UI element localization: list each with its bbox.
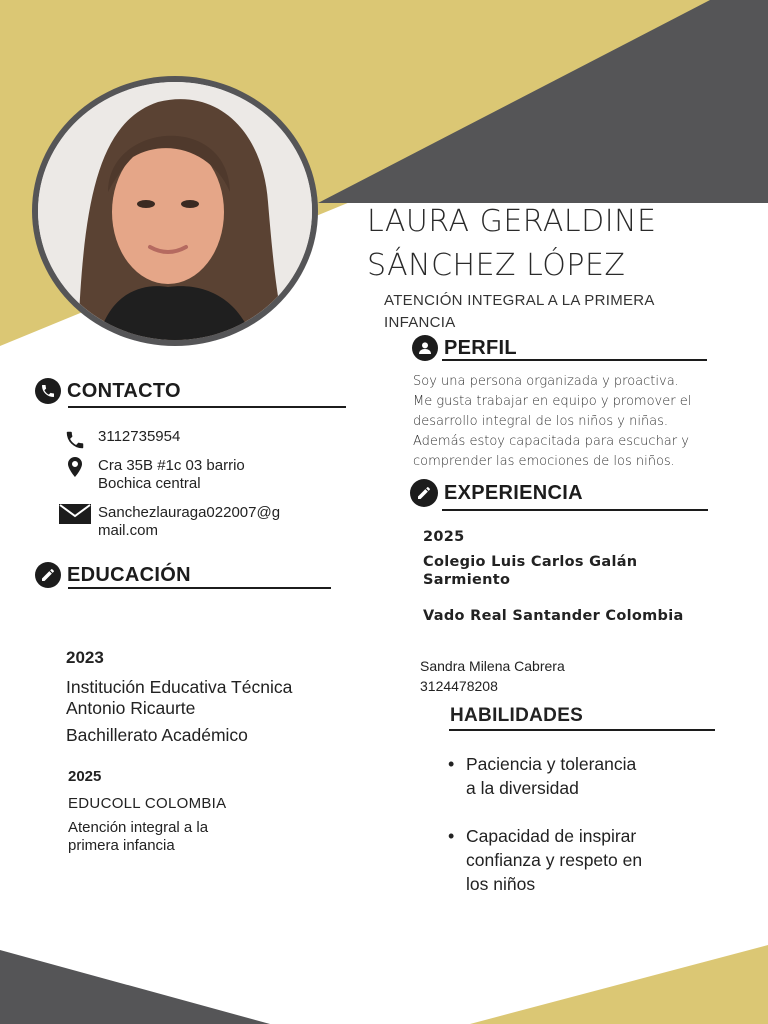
skill-item: [448, 752, 708, 800]
education-school-1-line-2: Antonio Ricaurte: [66, 698, 196, 718]
reference-phone: 3124478208: [420, 678, 498, 694]
phone-number: 3112735954: [98, 428, 181, 445]
skill-item-line: los niños: [466, 874, 536, 894]
address-line-1: Cra 35B #1c 03 barrio: [98, 457, 245, 474]
contact-heading: [35, 378, 181, 404]
email[interactable]: [98, 504, 280, 540]
experience-title: EXPERIENCIA: [444, 481, 583, 504]
pencil-icon: [35, 562, 61, 588]
contact-divider: [68, 406, 346, 408]
education-title: EDUCACIÓN: [67, 563, 191, 586]
email-line-1: Sanchezlauraga022007@g: [98, 504, 281, 521]
education-degree-2: [68, 819, 208, 855]
experience-divider: [442, 509, 708, 511]
profile-divider: [442, 359, 707, 361]
profile-photo: [38, 82, 312, 340]
skill-item-line: • Capacidad de inspirar: [466, 826, 637, 846]
skills-list: [448, 752, 708, 920]
profile-line: desarrollo integral de los niños y niñas.: [413, 414, 669, 429]
skill-item-line: a la diversidad: [466, 778, 579, 798]
profile-line: Me gusta trabajar en equipo y promover el: [413, 394, 692, 409]
pencil-icon: [410, 479, 438, 507]
education-year-1: 2023: [66, 648, 104, 667]
portrait-illustration: [38, 82, 312, 340]
profile-text: [413, 372, 733, 472]
location-pin-icon: [58, 457, 92, 479]
address: [98, 457, 245, 493]
profile-heading: [412, 335, 517, 361]
address-line-2: Bochica central: [98, 475, 201, 492]
reference-name: Sandra Milena Cabrera: [420, 658, 565, 674]
full-name: [367, 200, 757, 288]
education-school-2: EDUCOLL COLOMBIA: [68, 795, 227, 812]
experience-place-line-1: Colegio Luis Carlos Galán: [423, 554, 638, 570]
skills-title: HABILIDADES: [450, 705, 584, 726]
profile-line: Además estoy capacitada para escuchar y: [413, 434, 689, 449]
name-line-2: SÁNCHEZ LÓPEZ: [367, 248, 626, 283]
education-school-1-line-1: Institución Educativa Técnica: [66, 677, 293, 697]
contact-address-row: [58, 457, 245, 493]
contact-email-row: [58, 504, 280, 540]
user-icon: [412, 335, 438, 361]
education-heading: [35, 562, 191, 588]
job-title: ATENCIÓN INTEGRAL A LA PRIMERA INFANCIA: [384, 292, 654, 331]
experience-location: Vado Real Santander Colombia: [423, 608, 684, 624]
profile-line: Soy una persona organizada y proactiva.: [413, 374, 679, 389]
bottom-gray-wedge: [0, 950, 270, 1024]
envelope-icon: [58, 504, 92, 524]
profile-line: comprender las emociones de los niños.: [413, 454, 675, 469]
skills-divider: [449, 729, 715, 731]
skill-item: [448, 824, 708, 896]
profile-title: PERFIL: [444, 336, 517, 359]
education-school-1: [66, 677, 292, 719]
phone-circle-icon: [35, 378, 61, 404]
skill-item-line: confianza y respeto en: [466, 850, 643, 870]
experience-year: 2025: [423, 529, 465, 545]
skill-item-line: • Paciencia y tolerancia: [466, 754, 637, 774]
experience-place-line-2: Sarmiento: [423, 572, 511, 588]
education-degree-2-line-2: primera infancia: [68, 837, 175, 854]
education-degree-1: Bachillerato Académico: [66, 725, 248, 745]
experience-place: [423, 553, 637, 589]
phone-icon: [58, 428, 92, 452]
education-divider: [68, 587, 331, 589]
contact-title: CONTACTO: [67, 379, 181, 402]
experience-reference: [420, 656, 565, 696]
email-line-2: mail.com: [98, 522, 159, 539]
education-degree-2-line-1: Atención integral a la: [68, 819, 209, 836]
education-year-2: 2025: [68, 768, 102, 785]
experience-heading: [410, 479, 583, 507]
bottom-yellow-wedge: [470, 945, 768, 1024]
name-line-1: LAURA GERALDINE: [367, 204, 657, 239]
contact-phone-row: [58, 428, 180, 452]
profile-photo-frame: [32, 76, 318, 346]
